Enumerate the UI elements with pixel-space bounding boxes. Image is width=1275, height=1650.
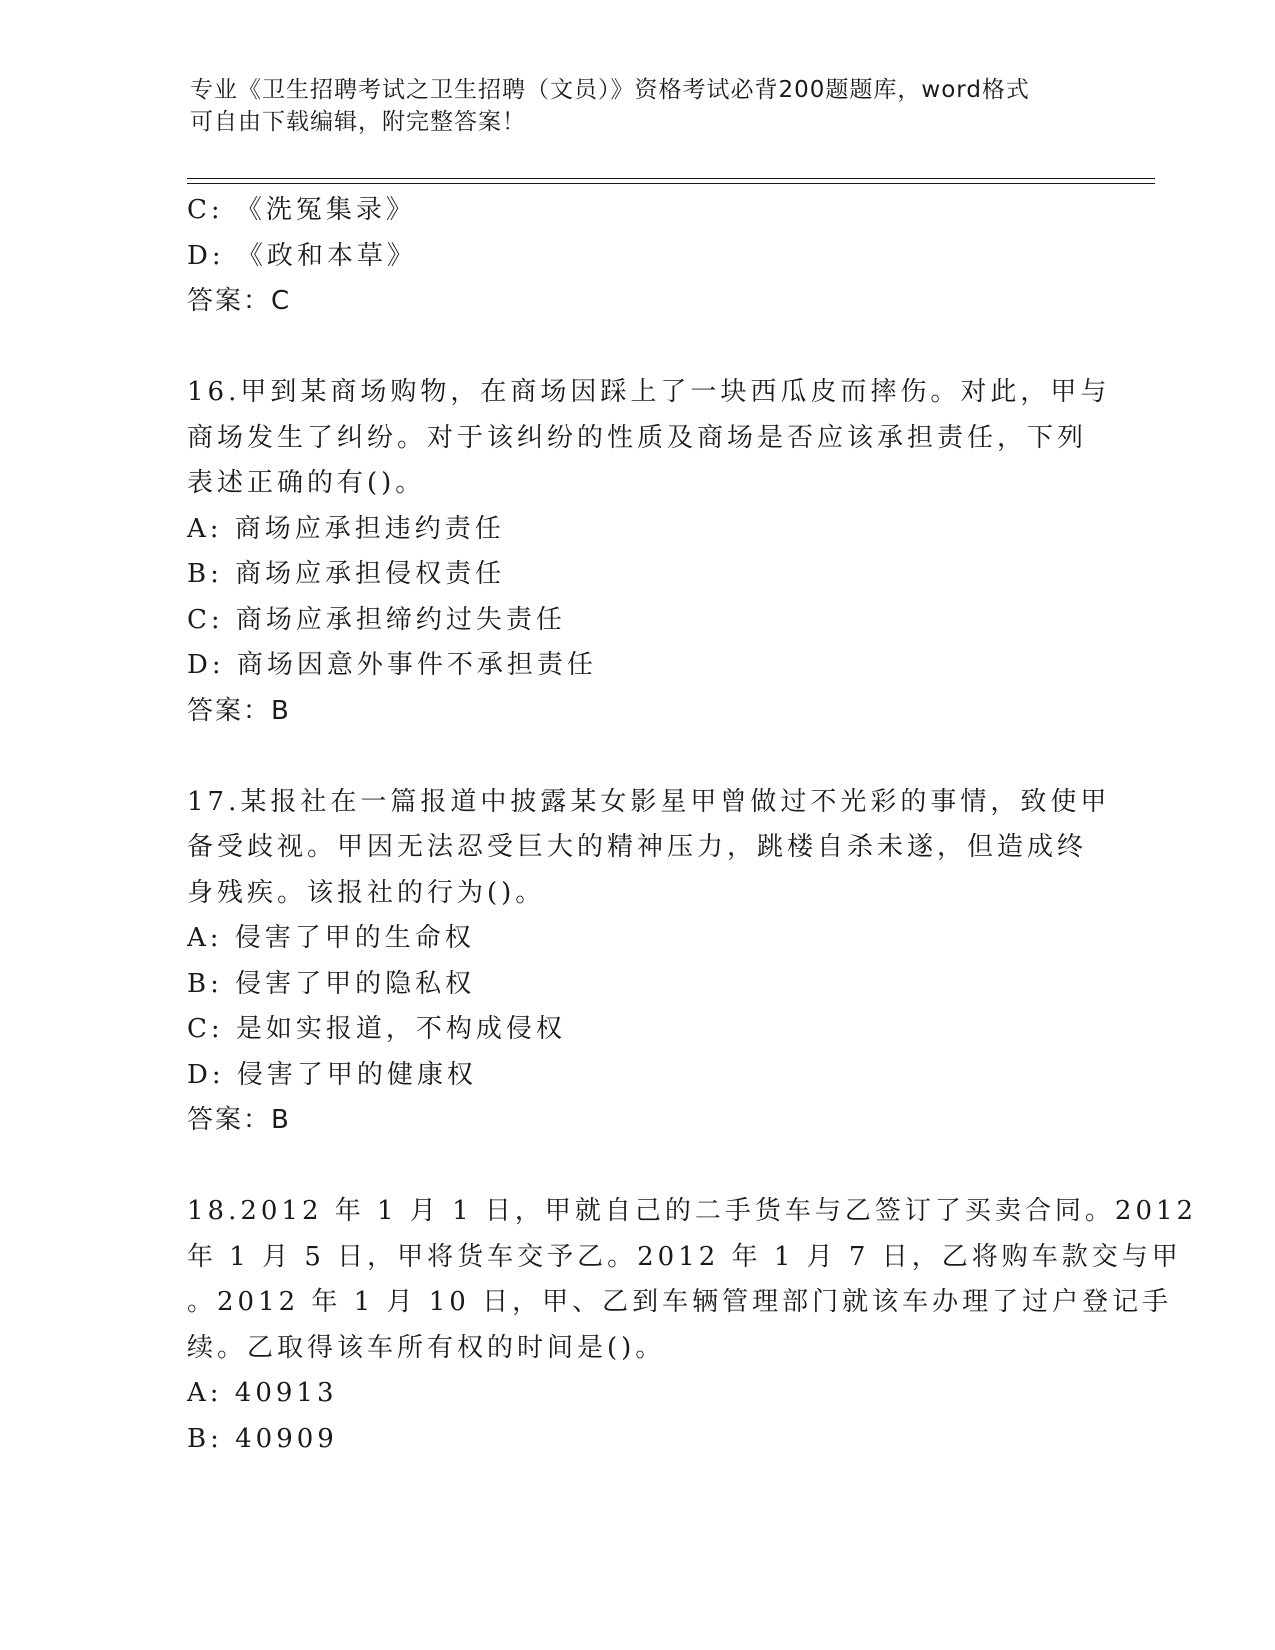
q18-stem-line-2: 年 1 月 5 日，甲将货车交予乙。2012 年 1 月 7 日，乙将购车款交与甲	[187, 1241, 1182, 1272]
q16-stem-line-3: 表述正确的有()。	[187, 468, 426, 498]
q18-stem-line-4: 续。乙取得该车所有权的时间是()。	[187, 1332, 666, 1363]
q17-stem-line-3: 身残疾。该报社的行为()。	[187, 877, 546, 908]
header-rule-top	[187, 178, 1155, 179]
q17-option-d: D: 侵害了甲的健康权	[187, 1059, 477, 1090]
header-line-1: 专业《卫生招聘考试之卫生招聘（文员）》资格考试必背200题题库，word格式	[190, 77, 1030, 103]
header-line-2: 可自由下载编辑，附完整答案！	[190, 109, 526, 135]
q16-stem-line-1: 16.甲到某商场购物，在商场因踩上了一块西瓜皮而摔伤。对此，甲与	[187, 377, 1111, 407]
q18-option-a: A: 40913	[187, 1378, 338, 1408]
spacer	[187, 325, 1087, 371]
header-rule-bottom	[187, 183, 1155, 184]
q16-answer: 答案：B	[187, 695, 291, 726]
q15-option-d: D: 《政和本草》	[187, 240, 417, 271]
q17-option-a: A: 侵害了甲的生命权	[187, 923, 475, 953]
document-header	[190, 74, 1070, 138]
q16-option-a: A: 商场应承担违约责任	[187, 513, 505, 544]
q16-option-b: B: 商场应承担侵权责任	[187, 559, 506, 589]
q17-option-b: B: 侵害了甲的隐私权	[187, 968, 476, 999]
spacer	[187, 1144, 1087, 1190]
q18-option-b: B: 40909	[187, 1423, 338, 1454]
q16-option-d: D: 商场因意外事件不承担责任	[187, 650, 597, 680]
q16-stem-line-2: 商场发生了纠纷。对于该纠纷的性质及商场是否应该承担责任，下列	[187, 422, 1088, 453]
q17-answer: 答案：B	[187, 1105, 291, 1135]
q15-option-c: C: 《洗冤集录》	[187, 195, 416, 225]
q17-stem-line-1: 17.某报社在一篇报道中披露某女影星甲曾做过不光彩的事情，致使甲	[187, 786, 1111, 817]
q17-stem-line-2: 备受歧视。甲因无法忍受巨大的精神压力，跳楼自杀未遂，但造成终	[187, 832, 1088, 862]
question-content	[187, 188, 1198, 1462]
q16-option-c: C: 商场应承担缔约过失责任	[187, 604, 566, 635]
q15-answer: 答案：C	[187, 286, 292, 316]
spacer	[187, 734, 1087, 780]
q17-option-c: C: 是如实报道，不构成侵权	[187, 1014, 566, 1044]
q18-stem-line-1: 18.2012 年 1 月 1 日，甲就自己的二手货车与乙签订了买卖合同。2012	[187, 1196, 1198, 1226]
q18-stem-line-3: 。2012 年 1 月 10 日，甲、乙到车辆管理部门就该车办理了过户登记手	[187, 1287, 1173, 1317]
